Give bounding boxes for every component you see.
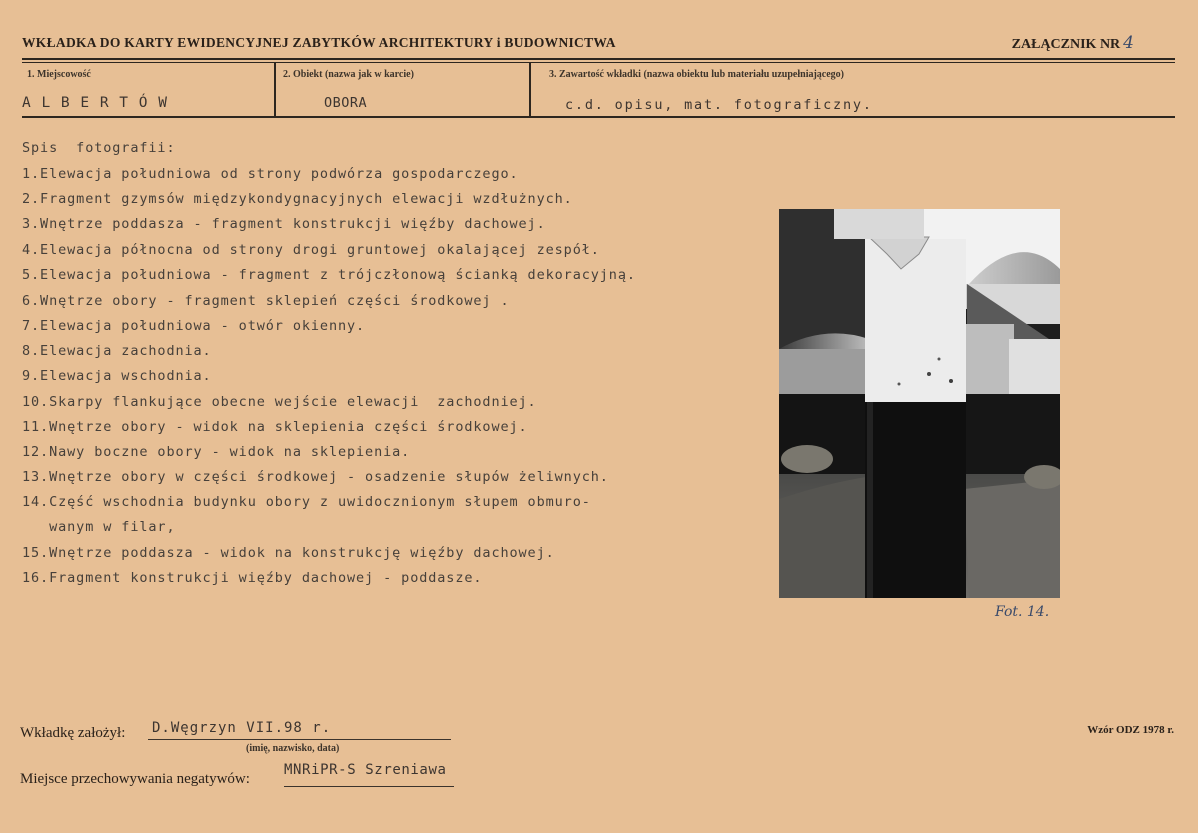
list-item: 12.Nawy boczne obory - widok na sklepienia. <box>22 444 411 460</box>
list-item: 1.Elewacja południowa od strony podwórza gospodarczego. <box>22 166 519 182</box>
top-rule-2 <box>22 62 1175 63</box>
list-item: 10.Skarpy flankujące obecne wejście elewacji zachodniej. <box>22 394 537 410</box>
column-divider-2 <box>529 63 531 117</box>
negatives-value: MNRiPR-S Szreniawa <box>284 762 447 778</box>
object-label: 2. Obiekt (nazwa jak w karcie) <box>283 69 414 80</box>
list-item: 5.Elewacja południowa - fragment z trójczłonową ścianką dekoracyjną. <box>22 267 636 283</box>
list-item: 13.Wnętrze obory w części środkowej - osadzenie słupów żeliwnych. <box>22 469 609 485</box>
list-item: 6.Wnętrze obory - fragment sklepień części środkowej . <box>22 293 510 309</box>
list-item: wanym w filar, <box>22 519 176 535</box>
fields-bottom-rule <box>22 116 1175 118</box>
list-item: 16.Fragment konstrukcji więźby dachowej - poddasze. <box>22 570 483 586</box>
list-item: 9.Elewacja wschodnia. <box>22 368 212 384</box>
annex-label <box>1012 33 1134 53</box>
created-by-hint: (imię, nazwisko, data) <box>246 743 340 754</box>
list-item: 2.Fragment gzymsów międzykondygnacyjnych elewacji wzdłużnych. <box>22 191 573 207</box>
list-item: 7.Elewacja południowa - otwór okienny. <box>22 318 366 334</box>
location-label: 1. Miejscowość <box>27 69 91 80</box>
location-value: A L B E R T Ó W <box>22 95 168 111</box>
interior-photo <box>779 209 1060 598</box>
list-item: 4.Elewacja północna od strony drogi gruntowej okalającej zespół. <box>22 242 600 258</box>
list-item: 11.Wnętrze obory - widok na sklepienia części środkowej. <box>22 419 528 435</box>
annex-label-text: ZAŁĄCZNIK NR <box>1011 37 1121 52</box>
document-title: WKŁADKA DO KARTY EWIDENCYJNEJ ZABYTKÓW ARCHITEKTURY i BUDOWNICTWA <box>22 35 616 50</box>
top-rule-1 <box>22 58 1175 60</box>
interior-photo-drawing <box>779 209 1060 598</box>
column-divider-1 <box>274 63 276 117</box>
content-value: c.d. opisu, mat. fotograficzny. <box>565 97 873 113</box>
form-version: Wzór ODZ 1978 r. <box>1087 724 1174 736</box>
list-item: 8.Elewacja zachodnia. <box>22 343 212 359</box>
list-item: 14.Część wschodnia budynku obory z uwidocznionym słupem obmuro- <box>22 494 591 510</box>
created-by-label: Wkładkę założył: <box>20 725 126 741</box>
photo-caption: Fot. 14. <box>995 604 1050 620</box>
object-value: OBORA <box>324 95 368 111</box>
annex-number: 4 <box>1123 33 1134 53</box>
created-by-underline <box>148 738 451 740</box>
list-item: 15.Wnętrze poddasza - widok na konstrukcję więźby dachowej. <box>22 545 555 561</box>
created-by-value: D.Węgrzyn VII.98 r. <box>152 720 332 736</box>
negatives-label: Miejsce przechowywania negatywów: <box>20 771 250 787</box>
photo-list-heading: Spis fotografii: <box>22 140 176 156</box>
content-label: 3. Zawartość wkładki (nazwa obiektu lub materiału uzupełniającego) <box>549 69 845 80</box>
list-item: 3.Wnętrze poddasza - fragment konstrukcji więźby dachowej. <box>22 216 546 232</box>
negatives-underline <box>284 785 454 787</box>
